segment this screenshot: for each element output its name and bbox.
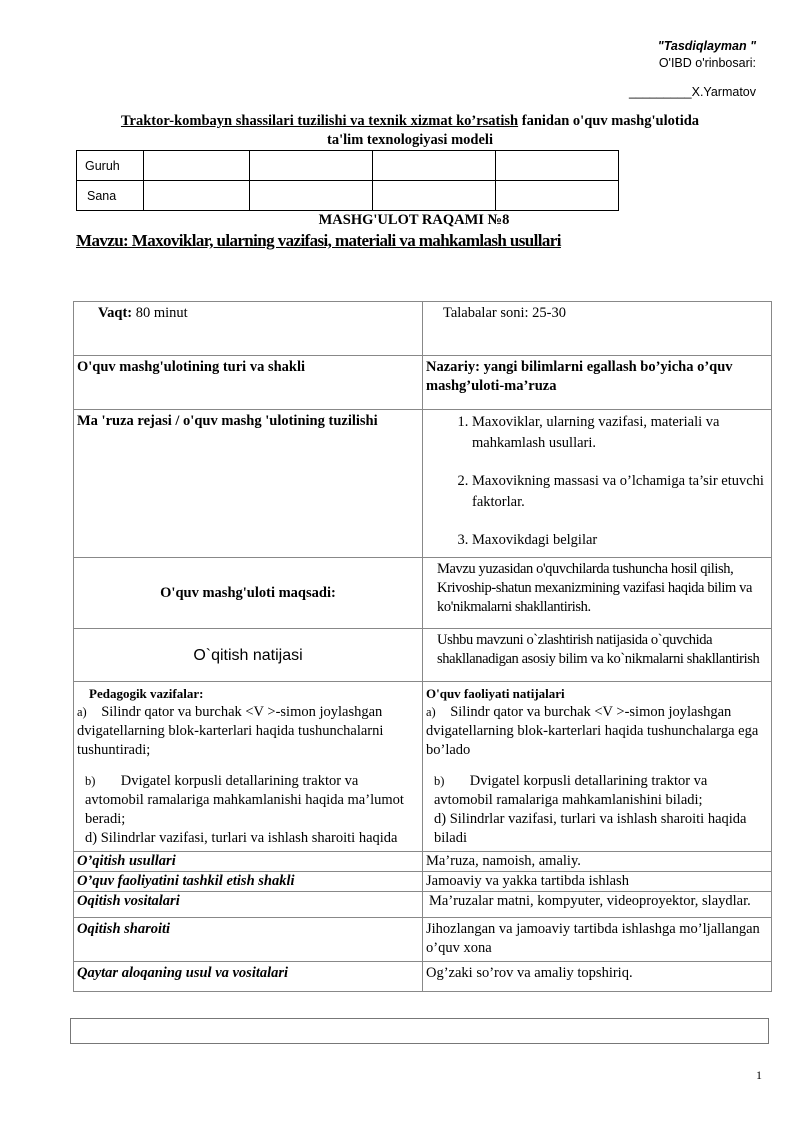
ped-label: Pedagogik vazifalar: — [89, 686, 204, 701]
act-item-a: a) Silindr qator va burchak <V >-simon joylashgan dvigatellarning blok-karterlari haqida tushunchalarga ega bo’lado — [426, 704, 759, 758]
lesson-model-table — [73, 301, 772, 992]
learning-outcomes — [423, 682, 772, 852]
tools-value: Ma’ruzalar matni, kompyuter, videoproyektor, slaydlar. — [423, 892, 772, 918]
goal-label: O'quv mashg'uloti maqsadi: — [74, 558, 423, 629]
table-row — [77, 181, 619, 211]
pedagogical-tasks — [74, 682, 423, 852]
session-topic: Mavzu: Maxoviklar, ularning vazifasi, materiali va mahkamlash usullari — [76, 231, 561, 250]
approval-line-1: "Tasdiqlayman " — [657, 39, 756, 53]
date-cell — [144, 181, 250, 211]
methods-label: O’qitish usullari — [74, 852, 423, 872]
table-row — [74, 410, 772, 558]
type-label: O'quv mashg'ulotining turi va shakli — [74, 356, 423, 410]
page-number: 1 — [756, 1068, 762, 1082]
title-rest: fanidan o'quv mashg'ulotida — [518, 113, 700, 129]
plan-list-cell — [423, 410, 772, 558]
table-row — [74, 629, 772, 682]
approval-block — [629, 38, 756, 101]
org-label: O’quv faoliyatini tashkil etish shakli — [74, 872, 423, 892]
type-value: Nazariy: yangi bilimlarni egallash bo’yicha o’quv mashg’uloti-ma’ruza — [423, 356, 772, 410]
methods-value: Ma’ruza, namoish, amaliy. — [423, 852, 772, 872]
act-label: O'quv faoliyati natijalari — [426, 686, 565, 701]
session-number: MASHG'ULOT RAQAMI №8 — [318, 212, 510, 228]
approval-signature: _________X.Yarmatov — [629, 85, 756, 99]
table-row — [77, 151, 619, 181]
conditions-value: Jihozlangan va jamoaviy tartibda ishlashga mo’ljallangan o’quv xona — [423, 918, 772, 962]
table-row — [74, 918, 772, 962]
table-row — [74, 558, 772, 629]
date-cell — [250, 181, 373, 211]
feedback-label: Qaytar aloqaning usul va vositalari — [74, 962, 423, 992]
conditions-label: Oqitish sharoiti — [74, 918, 423, 962]
footer-box — [70, 1018, 769, 1044]
table-row — [74, 682, 772, 852]
date-cell — [373, 181, 496, 211]
ped-item-d: d) Silindrlar vazifasi, turlari va ishlash sharoiti haqida — [85, 830, 398, 846]
group-cell — [144, 151, 250, 181]
date-cell — [496, 181, 619, 211]
table-row — [74, 852, 772, 872]
document-title — [70, 112, 750, 150]
students-count: Talabalar soni: 25-30 — [423, 302, 772, 356]
table-row — [74, 962, 772, 992]
group-cell — [496, 151, 619, 181]
list-item: 1. Maxoviklar, ularning vazifasi, materiali va mahkamlash usullari. — [472, 412, 768, 454]
org-value: Jamoaviy va yakka tartibda ishlash — [423, 872, 772, 892]
time-value: 80 minut — [132, 305, 188, 321]
table-row — [74, 302, 772, 356]
plan-list — [426, 412, 768, 551]
ped-item-a: a) Silindr qator va burchak <V >-simon joylashgan dvigatellarning blok-karterlari haqida tushunchalarni tushuntiradi; — [77, 704, 384, 758]
subject-name: Traktor-kombayn shassilari tuzilishi va texnik xizmat ko’rsatish — [120, 113, 519, 129]
plan-label: Ma 'ruza rejasi / o'quv mashg 'ulotining tuzilishi — [74, 410, 423, 558]
goal-value: Mavzu yuzasidan o'quvchilarda tushuncha hosil qilish, Krivoship-shatun mexanizmining vazifasi haqida bilim va ko'nikmalarni shakllantirish. — [423, 558, 772, 629]
result-label: O`qitish natijasi — [74, 629, 423, 682]
time-cell — [74, 302, 423, 356]
result-value — [423, 629, 772, 682]
group-cell — [373, 151, 496, 181]
title-line-2: ta'lim texnologiyasi modeli — [327, 132, 493, 148]
approval-line-2: O'IBD o'rinbosari: — [658, 56, 756, 70]
tools-label: Oqitish vositalari — [74, 892, 423, 918]
act-item-d: d) Silindrlar vazifasi, turlari va ishlash sharoiti haqida biladi — [434, 811, 747, 846]
table-row — [74, 356, 772, 410]
list-item: 3. Maxovikdagi belgilar — [472, 530, 768, 551]
table-row — [74, 872, 772, 892]
group-label: Guruh — [77, 151, 144, 181]
list-item: 2. Maxovikning massasi va o’lchamiga ta’sir etuvchi faktorlar. — [472, 471, 768, 513]
group-date-table — [76, 150, 619, 211]
time-label: Vaqt: — [98, 305, 133, 321]
feedback-value: Og’zaki so’rov va amaliy topshiriq. — [423, 962, 772, 992]
result-text: Ushbu mavzuni o`zlashtirish natijasida o`quvchida shakllanadigan asosiy bilim va ko`nikmalarni shakllantirish — [437, 632, 760, 667]
ped-item-b: b) Dvigatel korpusli detallarining traktor va avtomobil ramalariga mahkamlanishi haqida ma’lumot beradi; — [85, 773, 404, 827]
date-label: Sana — [77, 181, 144, 211]
table-row — [74, 892, 772, 918]
group-cell — [250, 151, 373, 181]
act-item-b: b) Dvigatel korpusli detallarining traktor va avtomobil ramalariga mahkamlanishini biladi; — [434, 773, 708, 808]
